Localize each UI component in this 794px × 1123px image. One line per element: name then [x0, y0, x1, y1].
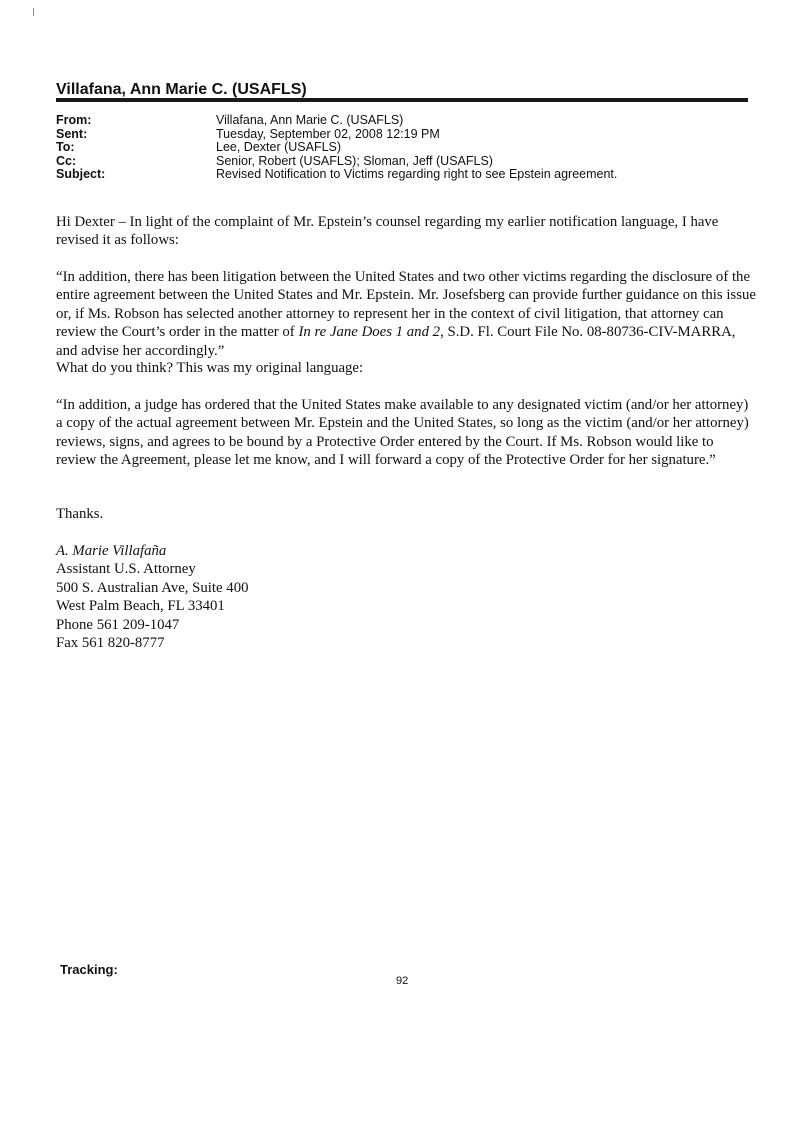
thanks-line: Thanks. — [56, 506, 104, 522]
scan-mark — [33, 8, 34, 16]
signature-name: A. Marie Villafaña — [56, 543, 167, 559]
meta-value-subject: Revised Notification to Victims regarding right to see Epstein agreement. — [216, 167, 618, 181]
revised-language-paragraph — [56, 268, 756, 360]
meta-value-sent: Tuesday, September 02, 2008 12:19 PM — [216, 126, 440, 141]
meta-value-cc: Senior, Robert (USAFLS); Sloman, Jeff (USAFLS) — [216, 153, 493, 168]
meta-row-cc — [56, 155, 748, 169]
email-meta — [56, 114, 748, 182]
meta-value-from: Villafana, Ann Marie C. (USAFLS) — [216, 113, 404, 127]
meta-label-subject: Subject: — [56, 167, 106, 181]
meta-label-to: To: — [56, 140, 75, 154]
meta-row-subject — [56, 168, 748, 182]
header-rule — [56, 98, 748, 102]
intro-paragraph: Hi Dexter – In light of the complaint of Mr. Epstein’s counsel regarding my earlier notification language, I have revised it as follows: — [56, 214, 719, 249]
page-number: 92 — [396, 975, 409, 987]
sender-name-heading: Villafana, Ann Marie C. (USAFLS) — [56, 81, 307, 98]
signature-address-line1: 500 S. Australian Ave, Suite 400 — [56, 579, 249, 596]
meta-label-from: From: — [56, 113, 92, 127]
signature-address-line2: West Palm Beach, FL 33401 — [56, 598, 225, 615]
meta-label-cc: Cc: — [56, 153, 77, 168]
meta-row-sent — [56, 128, 748, 142]
meta-value-to: Lee, Dexter (USAFLS) — [216, 140, 342, 154]
meta-row-to — [56, 141, 748, 155]
question-paragraph: What do you think? This was my original language: — [56, 360, 364, 376]
signature-phone: Phone 561 209-1047 — [56, 616, 180, 633]
case-name: In re Jane Does 1 and 2 — [298, 324, 441, 341]
original-language-paragraph: “In addition, a judge has ordered that the United States make available to any designated victim (and/or her attorney) a copy of the actual agreement between Mr. Epstein and the United States, so long as the victim (and/or her attorney) reviews, signs, and agrees to be bound by a Protective Order entered by the Court. If Ms. Robson would like to review the Agreement, please let me know, and I will forward a copy of the Protective Order for her signature.” — [56, 397, 749, 469]
signature-fax: Fax 561 820-8777 — [56, 635, 165, 652]
signature-title: Assistant U.S. Attorney — [56, 561, 196, 578]
revised-text-part2: , S.D. Fl. Court File No. 08-80736-CIV-MARRA, and advise her accordingly.” — [56, 324, 736, 359]
signature-block — [56, 542, 756, 652]
meta-row-from — [56, 114, 748, 128]
meta-label-sent: Sent: — [56, 126, 88, 141]
revised-text-part1: “In addition, there has been litigation between the United States and two other victims regarding the disclosure of the entire agreement between the United States and Mr. Epstein. Mr. Josefsberg can provide further guidance on this issue or, if Ms. Robson has selected another attorney to represent her in the context of civil litigation, that attorney can review the Court’s order in the matter of — [56, 269, 756, 341]
tracking-label: Tracking: — [60, 962, 118, 977]
